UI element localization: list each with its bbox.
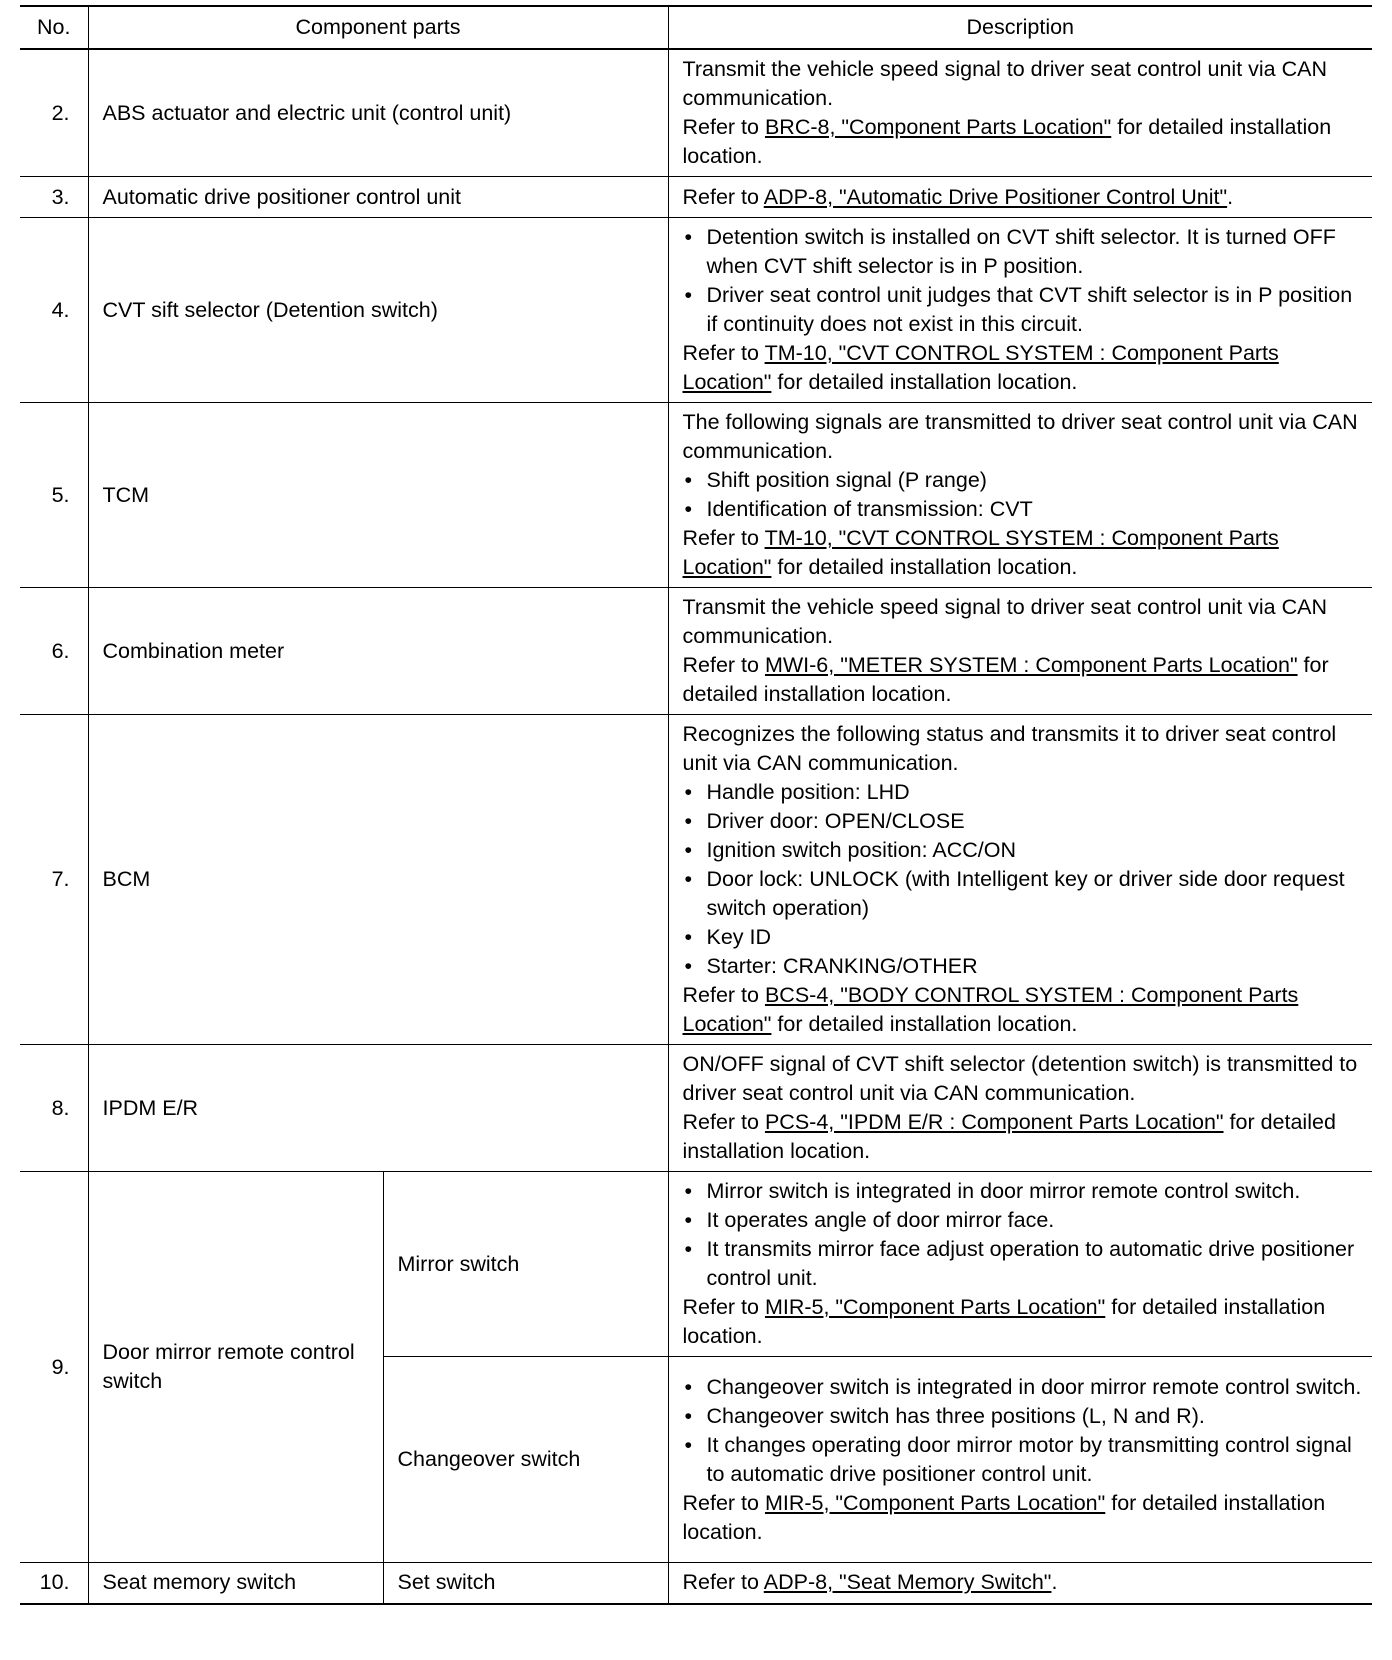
header-no: No. — [20, 6, 88, 49]
description — [668, 177, 1372, 218]
component-name: Seat memory switch — [88, 1563, 383, 1604]
reference-link[interactable]: PCS-4, "IPDM E/R : Component Parts Location" — [764, 1110, 1224, 1134]
row-number: 8. — [20, 1045, 88, 1172]
bullet-item: • Handle position: LHD — [683, 778, 1365, 807]
bullet-item: • Driver seat control unit judges that CVT shift selector is in P position if continuity does not exist in this circuit. — [683, 281, 1365, 339]
reference-line: Refer to TM-10, "CVT CONTROL SYSTEM : Component Parts Location" for detailed installation location. — [682, 341, 1279, 394]
reference-line: Refer to TM-10, "CVT CONTROL SYSTEM : Component Parts Location" for detailed installation location. — [682, 526, 1279, 579]
bullet-item: • Starter: CRANKING/OTHER — [683, 952, 1365, 981]
bullet-item: • Shift position signal (P range) — [683, 466, 1365, 495]
description — [668, 403, 1372, 588]
header-description: Description — [668, 6, 1372, 49]
row-number: 10. — [20, 1563, 88, 1604]
reference-link[interactable]: ADP-8, "Seat Memory Switch" — [763, 1570, 1052, 1595]
reference-line: Refer to MIR-5, "Component Parts Location" for detailed installation location. — [682, 1295, 1326, 1348]
reference-link[interactable]: BRC-8, "Component Parts Location" — [764, 115, 1112, 139]
description-text: Transmit the vehicle speed signal to driver seat control unit via CAN communication. — [682, 595, 1327, 648]
row-number: 7. — [20, 715, 88, 1045]
reference-link[interactable]: MIR-5, "Component Parts Location" — [764, 1295, 1106, 1319]
reference-line: Refer to PCS-4, "IPDM E/R : Component Parts Location" for detailed installation location. — [682, 1110, 1336, 1163]
sub-component-name: Changeover switch — [383, 1357, 668, 1563]
reference-line: Refer to MIR-5, "Component Parts Location" for detailed installation location. — [682, 1490, 1326, 1544]
sub-component-name: Set switch — [383, 1563, 668, 1604]
bullet-item: • Key ID — [683, 923, 1365, 952]
description — [668, 715, 1372, 1045]
reference-line: Refer to BRC-8, "Component Parts Location" for detailed installation location. — [682, 115, 1332, 168]
reference-link[interactable]: TM-10, "CVT CONTROL SYSTEM : Component Parts Location" — [682, 341, 1279, 394]
table-row — [20, 1172, 1372, 1357]
bullet-item: • It transmits mirror face adjust operation to automatic drive positioner control unit. — [683, 1235, 1365, 1293]
description — [668, 588, 1372, 715]
component-name: ABS actuator and electric unit (control unit) — [88, 49, 668, 177]
component-name: CVT sift selector (Detention switch) — [88, 218, 668, 403]
row-number: 5. — [20, 403, 88, 588]
row-number: 9. — [20, 1172, 88, 1563]
component-name: Door mirror remote control switch — [88, 1172, 383, 1563]
reference-line: Refer to ADP-8, "Automatic Drive Positioner Control Unit". — [682, 184, 1234, 209]
description — [668, 1172, 1372, 1357]
table-row — [20, 49, 1372, 177]
component-name: BCM — [88, 715, 668, 1045]
table-row — [20, 1045, 1372, 1172]
component-name: Combination meter — [88, 588, 668, 715]
component-parts-table — [20, 5, 1372, 1605]
reference-link[interactable]: ADP-8, "Automatic Drive Positioner Control Unit" — [763, 184, 1228, 209]
bullet-item: • It changes operating door mirror motor by transmitting control signal to automatic drive positioner control unit. — [683, 1431, 1365, 1489]
table-row — [20, 403, 1372, 588]
table-row — [20, 715, 1372, 1045]
description — [668, 1357, 1372, 1563]
reference-line: Refer to ADP-8, "Seat Memory Switch". — [682, 1570, 1058, 1595]
row-number: 4. — [20, 218, 88, 403]
component-name: IPDM E/R — [88, 1045, 668, 1172]
component-name: TCM — [88, 403, 668, 588]
header-row — [20, 6, 1372, 49]
bullet-item: • Driver door: OPEN/CLOSE — [683, 807, 1365, 836]
bullet-item: • Mirror switch is integrated in door mirror remote control switch. — [683, 1177, 1365, 1206]
reference-link[interactable]: BCS-4, "BODY CONTROL SYSTEM : Component Parts Location" — [682, 983, 1299, 1036]
table-row — [20, 218, 1372, 403]
description — [668, 1045, 1372, 1172]
row-number: 3. — [20, 177, 88, 218]
bullet-item: • Detention switch is installed on CVT shift selector. It is turned OFF when CVT shift selector is in P position. — [683, 223, 1365, 281]
bullet-item: • It operates angle of door mirror face. — [683, 1206, 1365, 1235]
row-number: 6. — [20, 588, 88, 715]
bullet-item: • Changeover switch has three positions (L, N and R). — [683, 1402, 1365, 1431]
bullet-item: • Ignition switch position: ACC/ON — [683, 836, 1365, 865]
bullet-item: • Door lock: UNLOCK (with Intelligent key or driver side door request switch operation) — [683, 865, 1365, 923]
description — [668, 218, 1372, 403]
reference-line: Refer to MWI-6, "METER SYSTEM : Component Parts Location" for detailed installation location. — [682, 653, 1329, 706]
description — [668, 1563, 1372, 1604]
header-component-parts: Component parts — [88, 6, 668, 49]
description-text: Recognizes the following status and transmits it to driver seat control unit via CAN communication. — [682, 722, 1337, 775]
reference-link[interactable]: TM-10, "CVT CONTROL SYSTEM : Component Parts Location" — [682, 526, 1279, 579]
reference-line: Refer to BCS-4, "BODY CONTROL SYSTEM : Component Parts Location" for detailed installation location. — [682, 983, 1299, 1036]
description — [668, 49, 1372, 177]
table-row — [20, 177, 1372, 218]
bullet-item: • Identification of transmission: CVT — [683, 495, 1365, 524]
table-row — [20, 588, 1372, 715]
description-text: Transmit the vehicle speed signal to driver seat control unit via CAN communication. — [682, 57, 1327, 110]
description-text: The following signals are transmitted to driver seat control unit via CAN communication. — [682, 410, 1358, 463]
reference-link[interactable]: MWI-6, "METER SYSTEM : Component Parts Location" — [764, 653, 1298, 677]
component-name: Automatic drive positioner control unit — [88, 177, 668, 218]
table-row — [20, 1563, 1372, 1604]
reference-link[interactable]: MIR-5, "Component Parts Location" — [764, 1490, 1106, 1515]
row-number: 2. — [20, 49, 88, 177]
sub-component-name: Mirror switch — [383, 1172, 668, 1357]
description-text: ON/OFF signal of CVT shift selector (detention switch) is transmitted to driver seat control unit via CAN communication. — [682, 1052, 1358, 1105]
bullet-item: • Changeover switch is integrated in door mirror remote control switch. — [683, 1373, 1365, 1402]
